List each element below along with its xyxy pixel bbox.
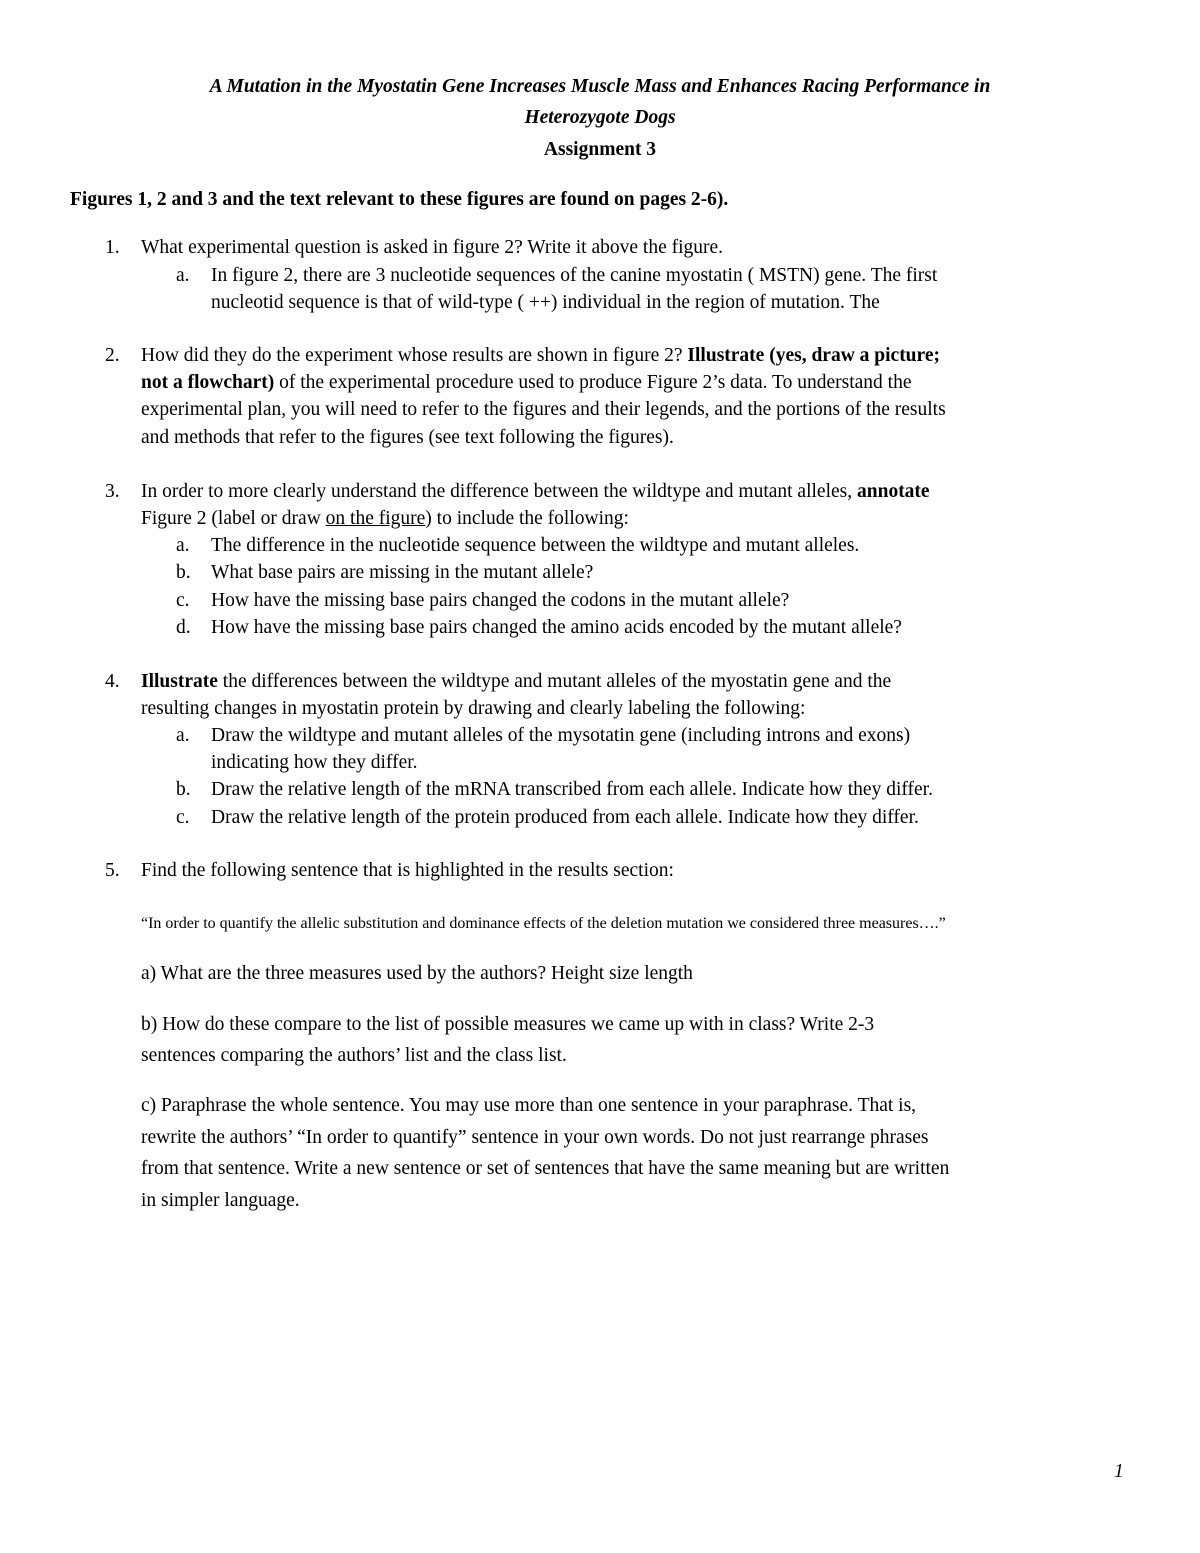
sub-item-letter: c.: [176, 807, 190, 828]
question-text-line-3: experimental plan, you will need to refer to the figures and their legends, and the portions of the results: [141, 399, 946, 420]
sub-item-text: Draw the relative length of the protein produced from each allele. Indicate how they differ.: [211, 807, 919, 828]
prompt-c-line-2: rewrite the authors’ “In order to quantify” sentence in your own words. Do not just rearrange phrases: [141, 1127, 929, 1148]
question-text: Figure 2 (label or draw: [141, 508, 326, 529]
question-text: ) to include the following:: [425, 508, 629, 529]
question-text-line-1: [141, 668, 891, 695]
page-number: 1: [1114, 1461, 1124, 1482]
question-number: 3.: [105, 481, 120, 502]
emphasis-text: annotate: [857, 481, 930, 502]
question-text-line-1: [141, 342, 940, 369]
assignment-subtitle: Assignment 3: [543, 139, 657, 160]
sub-item-letter: d.: [176, 617, 191, 638]
sub-item-letter: a.: [176, 725, 190, 746]
emphasis-text: Illustrate (yes, draw a picture;: [687, 345, 940, 366]
sub-item-text-line-1: In figure 2, there are 3 nucleotide sequences of the canine myostatin ( MSTN) gene. The first: [211, 265, 938, 286]
question-text: the differences between the wildtype and mutant alleles of the myostatin gene and the: [217, 671, 892, 692]
sub-item-text: What base pairs are missing in the mutant allele?: [211, 562, 594, 583]
prompt-c-line-1: c) Paraphrase the whole sentence. You may use more than one sentence in your paraphrase. That is,: [141, 1095, 917, 1116]
sub-item-text-line-2: indicating how they differ.: [211, 752, 418, 773]
underlined-text: on the figure: [325, 508, 426, 529]
prompt-c-line-4: in simpler language.: [141, 1190, 300, 1211]
question-text: In order to more clearly understand the difference between the wildtype and mutant alleles,: [141, 481, 857, 502]
question-number: 4.: [105, 671, 120, 692]
sub-item-text-line-2: nucleotid sequence is that of wild-type ( ++) individual in the region of mutation. The: [211, 292, 880, 313]
sub-item-letter: b.: [176, 779, 191, 800]
question-number: 5.: [105, 860, 120, 881]
question-text: What experimental question is asked in figure 2? Write it above the figure.: [141, 237, 724, 258]
document-title-line-1: A Mutation in the Myostatin Gene Increases Muscle Mass and Enhances Racing Performance in: [209, 76, 991, 97]
sub-item-text: The difference in the nucleotide sequence between the wildtype and mutant alleles.: [211, 535, 860, 556]
sub-item-text: How have the missing base pairs changed the codons in the mutant allele?: [211, 590, 790, 611]
sub-item-letter: a.: [176, 265, 190, 286]
question-text-line-1: [141, 478, 930, 505]
question-text-line-2: [141, 369, 911, 396]
question-text: Find the following sentence that is highlighted in the results section:: [141, 860, 674, 881]
sub-item-letter: b.: [176, 562, 191, 583]
prompt-b-line-2: sentences comparing the authors’ list and the class list.: [141, 1045, 567, 1066]
document-title-line-2: Heterozygote Dogs: [524, 107, 676, 128]
prompt-c-line-3: from that sentence. Write a new sentence or set of sentences that have the same meaning but are written: [141, 1158, 950, 1179]
question-text: of the experimental procedure used to produce Figure 2’s data. To understand the: [274, 372, 912, 393]
sub-item-text-line-1: Draw the wildtype and mutant alleles of the mysotatin gene (including introns and exons): [211, 725, 911, 746]
sub-item-letter: a.: [176, 535, 190, 556]
intro-instruction: Figures 1, 2 and 3 and the text relevant to these figures are found on pages 2-6).: [70, 189, 729, 210]
emphasis-text: not a flowchart): [141, 372, 275, 393]
sub-item-letter: c.: [176, 590, 190, 611]
highlighted-quote: “In order to quantify the allelic substitution and dominance effects of the deletion mutation we considered three measures….”: [141, 915, 946, 932]
question-text: How did they do the experiment whose results are shown in figure 2?: [141, 345, 688, 366]
sub-item-text: How have the missing base pairs changed the amino acids encoded by the mutant allele?: [211, 617, 902, 638]
question-number: 1.: [105, 237, 120, 258]
sub-item-text: Draw the relative length of the mRNA transcribed from each allele. Indicate how they differ.: [211, 779, 933, 800]
question-text-line-2: resulting changes in myostatin protein by drawing and clearly labeling the following:: [141, 698, 806, 719]
question-text-line-2: [141, 505, 629, 532]
prompt-b-line-1: b) How do these compare to the list of possible measures we came up with in class? Write 2-3: [141, 1014, 875, 1035]
emphasis-text: Illustrate: [141, 671, 218, 692]
question-number: 2.: [105, 345, 120, 366]
question-text-line-4: and methods that refer to the figures (see text following the figures).: [141, 427, 674, 448]
answer-a: a) What are the three measures used by the authors? Height size length: [141, 963, 693, 984]
